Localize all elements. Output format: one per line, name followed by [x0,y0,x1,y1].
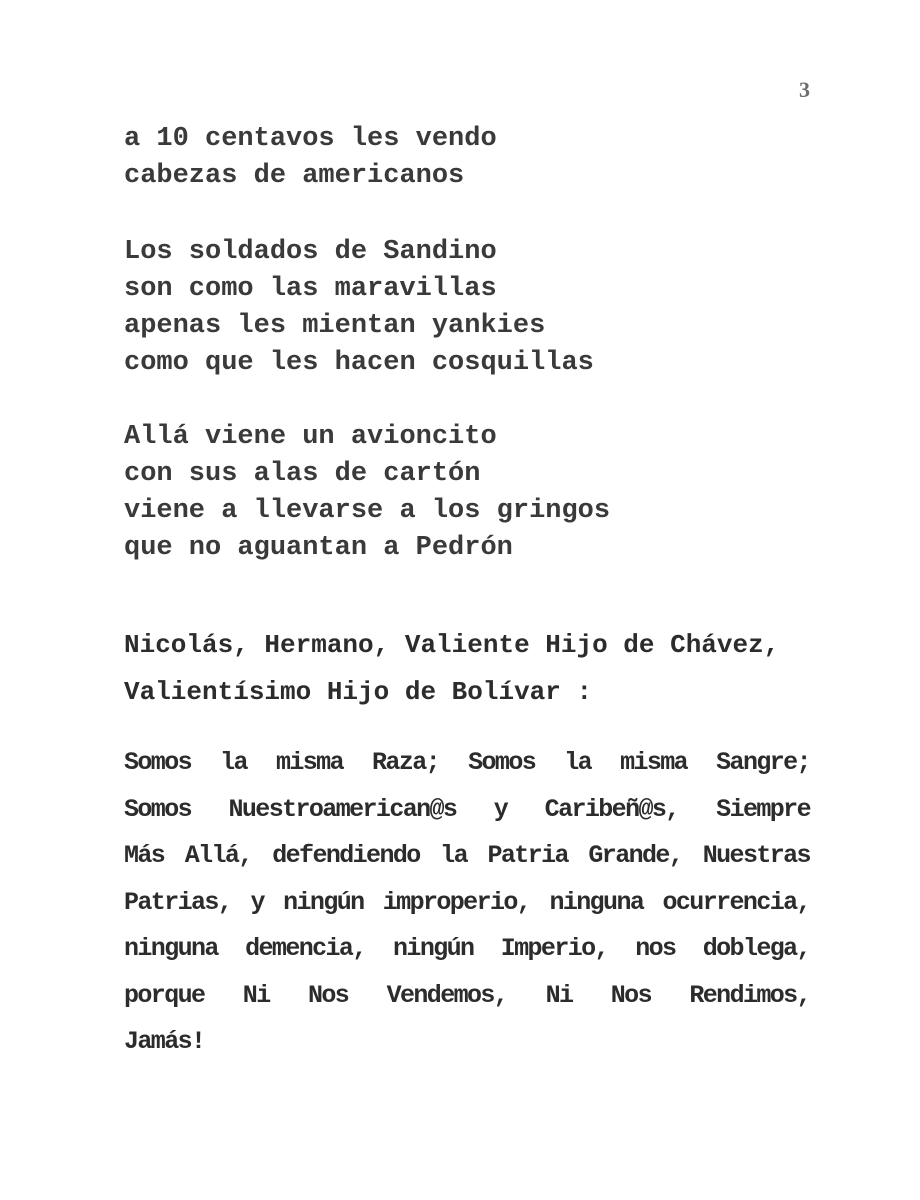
closing-line [124,1019,810,1066]
closing-word: Nuestras [702,841,810,870]
poem-line: Allá viene un avioncito [124,422,497,452]
closing-word: y [250,887,264,917]
poem-line: cabezas de americanos [124,161,465,191]
closing-word: improperio, [382,887,531,917]
closing-word: Patrias, [124,887,232,917]
closing-word: Nos [610,980,651,1010]
closing-word: Ni [242,980,270,1010]
closing-word: misma [620,748,688,777]
closing-word: Imperio, [500,934,608,963]
closing-word: Caribeñ@s, [544,794,679,824]
closing-word: Nuestroamerican@s [228,794,457,824]
address-line: Valientísimo Hijo de Bolívar : [124,677,593,707]
closing-word: ningún [283,887,364,917]
poem-line: Los soldados de Sandino [124,237,497,267]
closing-word: Raza; [372,748,440,777]
closing-word: Somos [124,794,192,824]
closing-line [124,973,810,1020]
closing-word: ocurrencia, [662,887,810,917]
closing-line [124,787,810,834]
closing-word: ningún [393,934,474,963]
poem-line: a 10 centavos les vendo [124,124,497,154]
closing-line [124,880,810,927]
poem-line: apenas les mientan yankies [124,311,546,341]
poem-line: viene a llevarse a los gringos [124,496,611,526]
closing-word: doblega, [702,934,810,963]
closing-word: Vendemos, [386,980,508,1010]
closing-word: Allá, [184,841,252,870]
closing-word: Grande, [588,841,683,870]
closing-word: Más [124,841,165,870]
closing-line [124,926,810,973]
poem-stanza-3 [124,419,610,567]
closing-line [124,833,810,880]
page-number: 3 [799,77,810,102]
closing-word: y [493,794,508,824]
poem-line: como que les hacen cosquillas [124,348,594,378]
closing-word: demencia, [245,934,366,963]
closing-word: Jamás! [124,1027,205,1056]
address-line: Nicolás, Hermano, Valiente Hijo de Chávez, [124,630,780,660]
closing-word: ninguna [124,934,218,963]
poem-line: con sus alas de cartón [124,459,481,489]
address-paragraph [124,622,810,716]
closing-paragraph [124,740,810,1066]
closing-word: Nos [307,980,349,1010]
closing-word: porque [124,980,205,1010]
closing-word: nos [635,934,676,963]
poem-line: son como las maravillas [124,274,497,304]
poem-line: que no aguantan a Pedrón [124,533,513,563]
closing-word: la [564,748,591,777]
closing-word: Somos [468,748,536,777]
closing-word: ninguna [549,887,644,917]
closing-word: Somos [124,748,192,777]
poem-stanza-1 [124,121,497,195]
closing-word: misma [275,748,343,777]
closing-word: la [440,841,467,870]
closing-word: Patria [487,841,568,870]
closing-word: Siempre [716,794,810,824]
closing-word: defendiendo [272,841,420,870]
closing-line [124,740,810,787]
closing-word: Sangre; [716,748,810,777]
closing-word: la [220,748,247,777]
closing-word: Rendimos, [689,980,810,1010]
poem-stanza-2 [124,234,594,382]
closing-word: Ni [545,980,573,1010]
